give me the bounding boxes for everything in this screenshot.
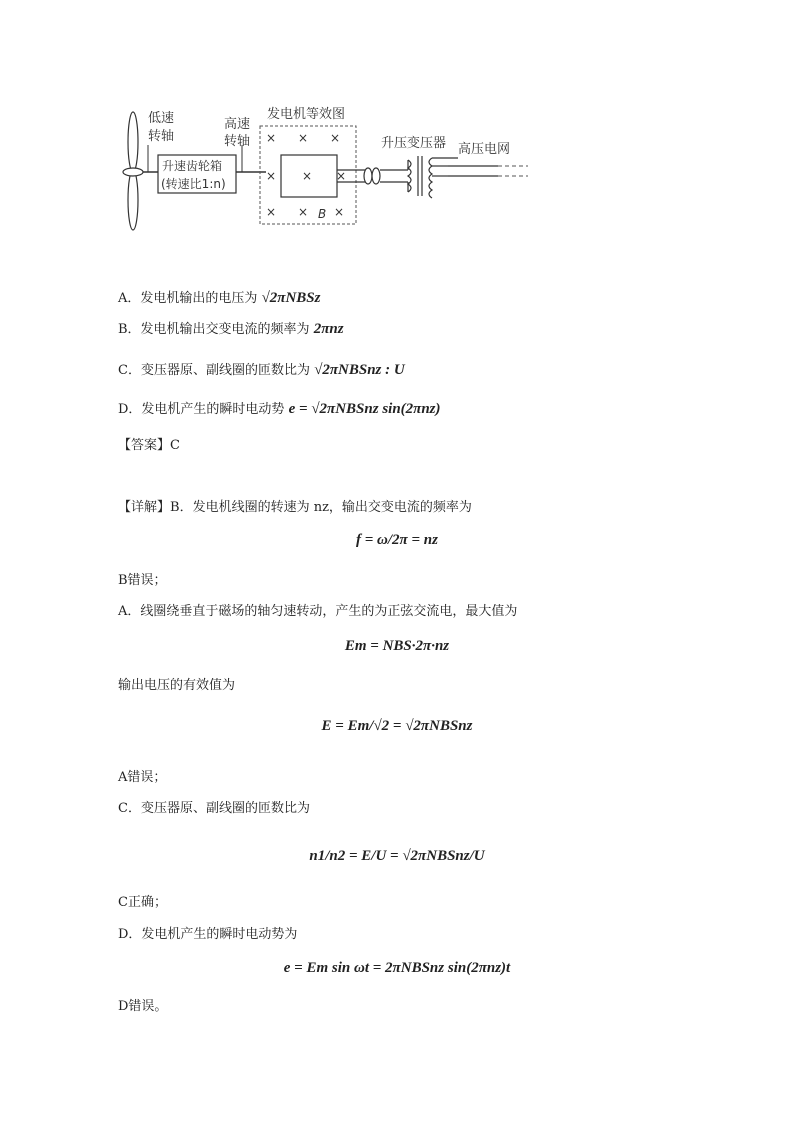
option-b <box>118 320 344 339</box>
slip-ring-1 <box>364 168 372 184</box>
label-low-speed-1: 低速 <box>148 111 175 126</box>
label-high-speed-1: 高速 <box>224 117 251 132</box>
option-b-text: B．发电机输出交变电流的频率为 <box>118 322 310 337</box>
option-c-text: C．变压器原、副线圈的匝数比为 <box>118 363 310 378</box>
option-a-formula: √2πNBSz <box>261 290 321 306</box>
detail-intro-line <box>118 499 472 517</box>
a-conclusion: A错误； <box>118 770 167 785</box>
equation-emax: Em = NBS·2π·nz <box>344 638 450 654</box>
field-label-b: B <box>318 207 327 221</box>
equation-frequency: f = ω/2π = nz <box>356 532 438 548</box>
svg-text:×: × <box>302 169 313 183</box>
svg-text:×: × <box>334 205 345 219</box>
slip-ring-2 <box>372 168 380 184</box>
detail-intro: B．发电机线圈的转速为 nz，输出交变电流的频率为 <box>170 500 472 515</box>
equation-effective: E = Em/√2 = √2πNBSnz <box>321 718 473 734</box>
blade-top <box>128 112 138 172</box>
option-a-text: A．发电机输出的电压为 <box>118 291 258 306</box>
option-d <box>118 400 441 419</box>
hub <box>123 168 143 176</box>
option-b-formula: 2πnz <box>313 321 344 337</box>
svg-text:×: × <box>336 169 347 183</box>
svg-text:×: × <box>266 169 277 183</box>
b-conclusion: B错误； <box>118 573 167 588</box>
option-d-formula: e = √2πNBSnz sin(2πnz) <box>288 401 441 417</box>
svg-text:×: × <box>330 131 341 145</box>
option-d-text: D．发电机产生的瞬时电动势 <box>118 402 285 417</box>
option-c <box>118 361 405 380</box>
equation-instantaneous: e = Em sin ωt = 2πNBSnz sin(2πnz)t <box>283 960 511 976</box>
generator-diagram <box>118 100 538 235</box>
blade-bottom <box>128 170 138 230</box>
label-low-speed-2: 转轴 <box>148 129 175 144</box>
d-text: D．发电机产生的瞬时电动势为 <box>118 927 298 942</box>
answer: 【答案】C <box>118 438 180 453</box>
a-text: A．线圈绕垂直于磁场的轴匀速转动，产生的为正弦交流电，最大值为 <box>118 604 518 619</box>
d-conclusion: D错误。 <box>118 999 168 1014</box>
secondary-coil <box>429 158 432 198</box>
svg-text:×: × <box>266 131 277 145</box>
generator-title: 发电机等效图 <box>267 107 346 122</box>
svg-text:×: × <box>266 205 277 219</box>
gearbox-label-2: (转速比1:n) <box>161 177 226 191</box>
option-a <box>118 289 320 308</box>
grid-label: 高压电网 <box>458 142 511 157</box>
c-text: C．变压器原、副线圈的匝数比为 <box>118 801 310 816</box>
gearbox-label-1: 升速齿轮箱 <box>162 159 223 173</box>
option-c-formula: √2πNBSnz : U <box>314 362 405 378</box>
transformer-label: 升压变压器 <box>381 136 447 151</box>
equation-turns-ratio: n1/n2 = E/U = √2πNBSnz/U <box>309 848 485 864</box>
label-high-speed-2: 转轴 <box>224 134 251 149</box>
c-conclusion: C正确； <box>118 895 167 910</box>
svg-text:×: × <box>298 131 309 145</box>
svg-text:×: × <box>298 205 309 219</box>
a-text2: 输出电压的有效值为 <box>118 678 236 693</box>
detail-label: 【详解】 <box>118 500 171 515</box>
